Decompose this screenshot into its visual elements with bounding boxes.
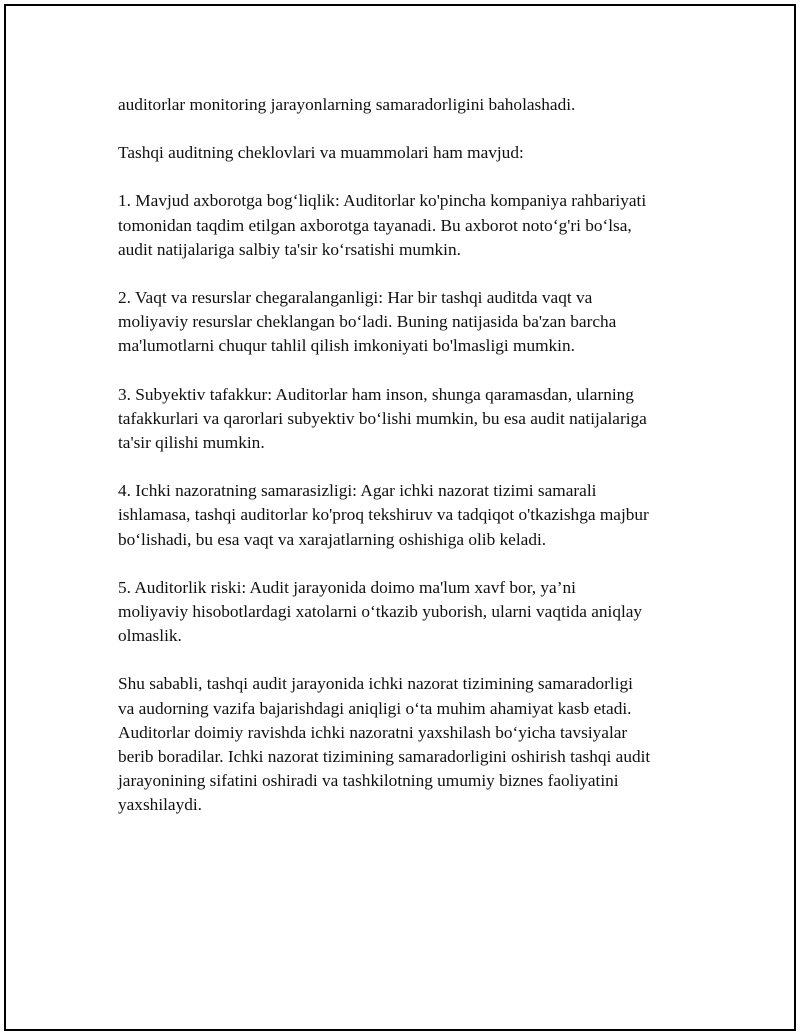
- list-item-2: 2. Vaqt va resurslar chegaralanganligi: Har bir tashqi auditda vaqt va moliyaviy resurslar cheklangan bo‘ladi. Buning natijasida ba'zan barcha ma'lumotlarni chuqur tahlil qilish imkoniyati bo'lmasligi mumkin.: [118, 288, 617, 356]
- list-item-4: 4. Ichki nazoratning samarasizligi: Agar ichki nazorat tizimi samarali ishlamasa, tashqi auditorlar ko'proq tekshiruv va tadqiqot o'tkazishga majbur bo‘lishadi, bu esa vaqt va xarajatlarning oshishiga olib keladi.: [118, 481, 649, 549]
- paragraph-limitations-heading: Tashqi auditning cheklovlari va muammolari ham mavjud:: [118, 143, 524, 163]
- document-body: [118, 93, 693, 842]
- list-item-5: 5. Auditorlik riski: Audit jarayonida doimo ma'lum xavf bor, ya’ni moliyaviy hisobotlardagi xatolarni o‘tkazib yuborish, ularni vaqtida aniqlay olmaslik.: [118, 577, 643, 646]
- list-item-1: 1. Mavjud axborotga bogʻliqlik: Auditorlar ko'pincha kompaniya rahbariyati tomonidan taqdim etilgan axborotga tayanadi. Bu axborot noto‘g'ri bo‘lsa, audit natijalariga salbiy ta'sir ko‘rsatishi mumkin.: [118, 191, 647, 259]
- list-item-3: 3. Subyektiv tafakkur: Auditorlar ham inson, shunga qaramasdan, ularning tafakkurlari va qarorlari subyektiv bo‘lishi mumkin, bu esa audit natijalariga ta'sir qilishi mumkin.: [118, 384, 647, 453]
- paragraph-conclusion: Shu sababli, tashqi audit jarayonida ichki nazorat tizimining samaradorligi va audorning vazifa bajarishdagi aniqligi oʻta muhim ahamiyat kasb etadi. Auditorlar doimiy ravishda ichki nazoratni yaxshilash boʻyicha tavsiyalar berib boradilar. Ichki nazorat tizimining samaradorligini oshirish tashqi audit jarayonining sifatini oshiradi va tashkilotning umumiy biznes faoliyatini yaxshilaydi.: [118, 674, 651, 815]
- paragraph-intro-continuation: auditorlar monitoring jarayonlarning samaradorligini baholashadi.: [118, 95, 576, 114]
